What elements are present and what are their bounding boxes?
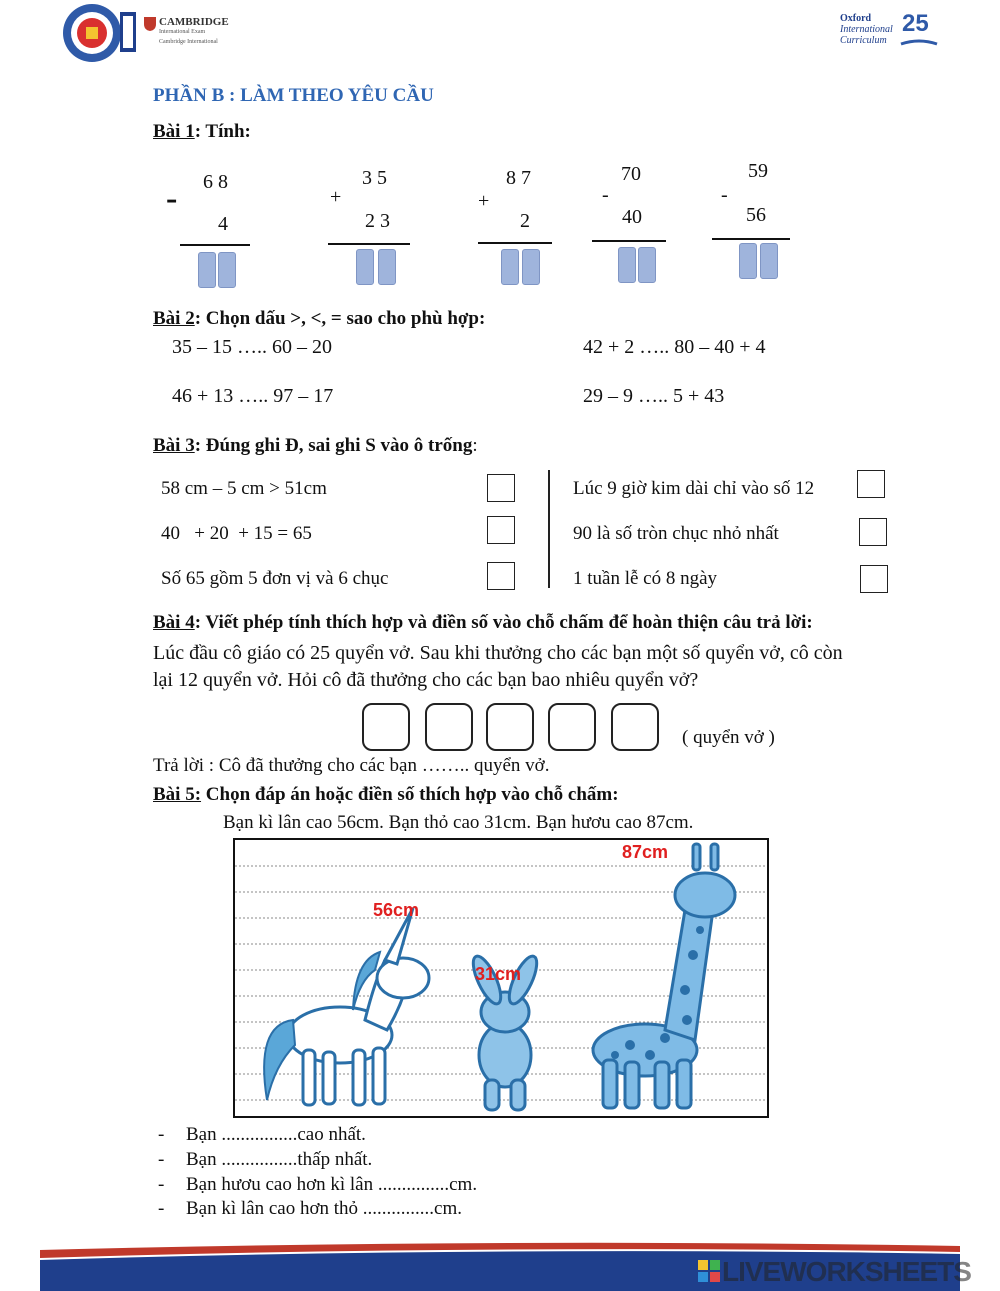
bai1-p4-bottom: 40 [622, 206, 642, 228]
bai1-p5-bottom: 56 [746, 204, 766, 226]
bai4-unit: ( quyển vở ) [682, 727, 775, 748]
bai1-title: : Tính: [194, 121, 251, 142]
bai1-p2-answer-tens[interactable] [356, 249, 374, 285]
bai2-item-2: 42 + 2 ….. 80 – 40 + 4 [583, 336, 766, 358]
bai5-bullet-4: - [158, 1198, 165, 1219]
bai4-box-3[interactable] [486, 703, 534, 751]
anniversary-badge [898, 10, 940, 48]
oxford-line1: Oxford [840, 13, 872, 24]
bai3-right-3: 1 tuần lễ có 8 ngày [573, 568, 718, 589]
height-comparison-picture [233, 838, 769, 1118]
bai5-bullet-1: - [158, 1124, 165, 1145]
bai1-p4-op: - [602, 184, 609, 206]
bai1-p2-top: 3 5 [362, 167, 387, 189]
oxford-line2: International [840, 24, 893, 35]
bai3-right-1: Lúc 9 giờ kim dài chỉ vào số 12 [573, 478, 815, 499]
bai3-divider [548, 470, 550, 588]
bai5-question-2: Bạn ................thấp nhất. [186, 1149, 373, 1170]
book-logo-icon [118, 8, 140, 56]
bai3-colon: : [472, 435, 478, 456]
bai1-p3-answer-tens[interactable] [501, 249, 519, 285]
bai1-p2-op: + [330, 186, 342, 208]
bai1-p1-bottom: 4 [218, 213, 228, 235]
bai1-p1-top: 6 8 [203, 171, 228, 193]
footer-band [0, 1236, 1000, 1291]
bai4-answer: Trả lời : Cô đã thưởng cho các bạn …….. quyển vở. [153, 755, 550, 776]
cambridge-name: CAMBRIDGE [159, 16, 229, 28]
bai1-p4-answer-ones[interactable] [638, 247, 656, 283]
bai1-p4-top: 70 [621, 163, 641, 185]
bai4-box-4[interactable] [548, 703, 596, 751]
bai5-bullet-2: - [158, 1149, 165, 1170]
bai3-label: Bài 3 [153, 435, 195, 456]
bai5-intro: Bạn kì lân cao 56cm. Bạn thỏ cao 31cm. Bạn hươu cao 87cm. [223, 812, 694, 833]
bai5-question-3: Bạn hươu cao hơn kì lân ...............cm. [186, 1174, 478, 1195]
bai2-item-4: 29 – 9 ….. 5 + 43 [583, 385, 725, 407]
bai3-right-3-box[interactable] [860, 565, 888, 593]
badge-number: 25 [902, 10, 929, 37]
bai3-left-3: Số 65 gồm 5 đơn vị và 6 chục [161, 568, 389, 589]
bai1-p3-top: 8 7 [506, 167, 531, 189]
bai1-p5-answer-ones[interactable] [760, 243, 778, 279]
bai1-p1-answer-ones[interactable] [218, 252, 236, 288]
bai1-p5-answer-tens[interactable] [739, 243, 757, 279]
bai3-title: : Đúng ghi Đ, sai ghi S vào ô trống [194, 435, 473, 456]
bai1-p3-answer-ones[interactable] [522, 249, 540, 285]
bai1-p4-answer-tens[interactable] [618, 247, 636, 283]
bai1-p4-line [592, 240, 666, 242]
bai2-item-3: 46 + 13 ….. 97 – 17 [172, 385, 334, 407]
bai1-p5-op: - [721, 184, 728, 206]
bai3-right-2: 90 là số tròn chục nhỏ nhất [573, 523, 779, 544]
bai5-question-1: Bạn ................cao nhất. [186, 1124, 366, 1145]
bai5-title: Chọn đáp án hoặc điền số thích hợp vào chỗ chấm: [201, 784, 619, 805]
bai1-p1-line [180, 244, 250, 246]
bai1-p2-bottom: 2 3 [365, 210, 390, 232]
section-title: PHẦN B : LÀM THEO YÊU CẦU [153, 85, 434, 106]
bai4-line2: lại 12 quyển vở. Hỏi cô đã thưởng cho các bạn bao nhiêu quyển vở? [153, 669, 699, 691]
cambridge-sub1: International Exam [159, 29, 206, 35]
bai3-right-2-box[interactable] [859, 518, 887, 546]
liveworksheets-icon [698, 1260, 720, 1282]
liveworksheets-watermark: LIVEWORKSHEETS [722, 1256, 971, 1287]
bai1-p2-line [328, 243, 410, 245]
bai5-label: Bài 5: [153, 784, 202, 805]
bai1-p2-answer-ones[interactable] [378, 249, 396, 285]
bai1-p3-line [478, 242, 552, 244]
giraffe-height-label: 87cm [622, 842, 669, 862]
oxford-logo [840, 14, 900, 48]
bai3-left-2-box[interactable] [487, 516, 515, 544]
oxford-line3: Curriculum [840, 35, 887, 46]
bai5-heading [153, 784, 619, 806]
bai5-question-4: Bạn kì lân cao hơn thỏ ...............cm. [186, 1198, 463, 1219]
cambridge-sub2: Cambridge International [159, 39, 218, 45]
bai1-p3-bottom: 2 [520, 210, 530, 232]
bai3-right-1-box[interactable] [857, 470, 885, 498]
bai1-p5-line [712, 238, 790, 240]
rabbit-height-label: 31cm [475, 964, 522, 984]
bai4-heading [153, 612, 813, 634]
bai5-bullet-3: - [158, 1174, 165, 1195]
bai2-label: Bài 2 [153, 308, 195, 329]
unicorn-height-label: 56cm [373, 900, 420, 920]
bai1-p1-op: - [166, 180, 178, 217]
bai3-left-1-box[interactable] [487, 474, 515, 502]
bai1-heading [153, 121, 251, 143]
bai1-p3-op: + [478, 190, 490, 212]
bai1-p1-answer-tens[interactable] [198, 252, 216, 288]
bai4-box-2[interactable] [425, 703, 473, 751]
cambridge-logo [143, 16, 229, 52]
bai3-left-1: 58 cm – 5 cm > 51cm [161, 478, 327, 499]
bai1-label: Bài 1 [153, 121, 195, 142]
bai1-p5-top: 59 [748, 160, 768, 182]
bai4-box-1[interactable] [362, 703, 410, 751]
bai4-title: : Viết phép tính thích hợp và điền số vào chỗ chấm để hoàn thiện câu trả lời: [194, 612, 813, 633]
bai3-heading [153, 435, 478, 457]
bai3-left-2: 40 + 20 + 15 = 65 [161, 523, 312, 544]
bai2-item-1: 35 – 15 ….. 60 – 20 [172, 336, 332, 358]
bai2-heading [153, 308, 485, 330]
bai4-line1: Lúc đầu cô giáo có 25 quyển vở. Sau khi thưởng cho các bạn một số quyển vở, cô còn [153, 642, 843, 664]
bai2-title: : Chọn dấu >, <, = sao cho phù hợp: [194, 308, 486, 329]
bai3-left-3-box[interactable] [487, 562, 515, 590]
bai4-box-5[interactable] [611, 703, 659, 751]
bai4-label: Bài 4 [153, 612, 195, 633]
